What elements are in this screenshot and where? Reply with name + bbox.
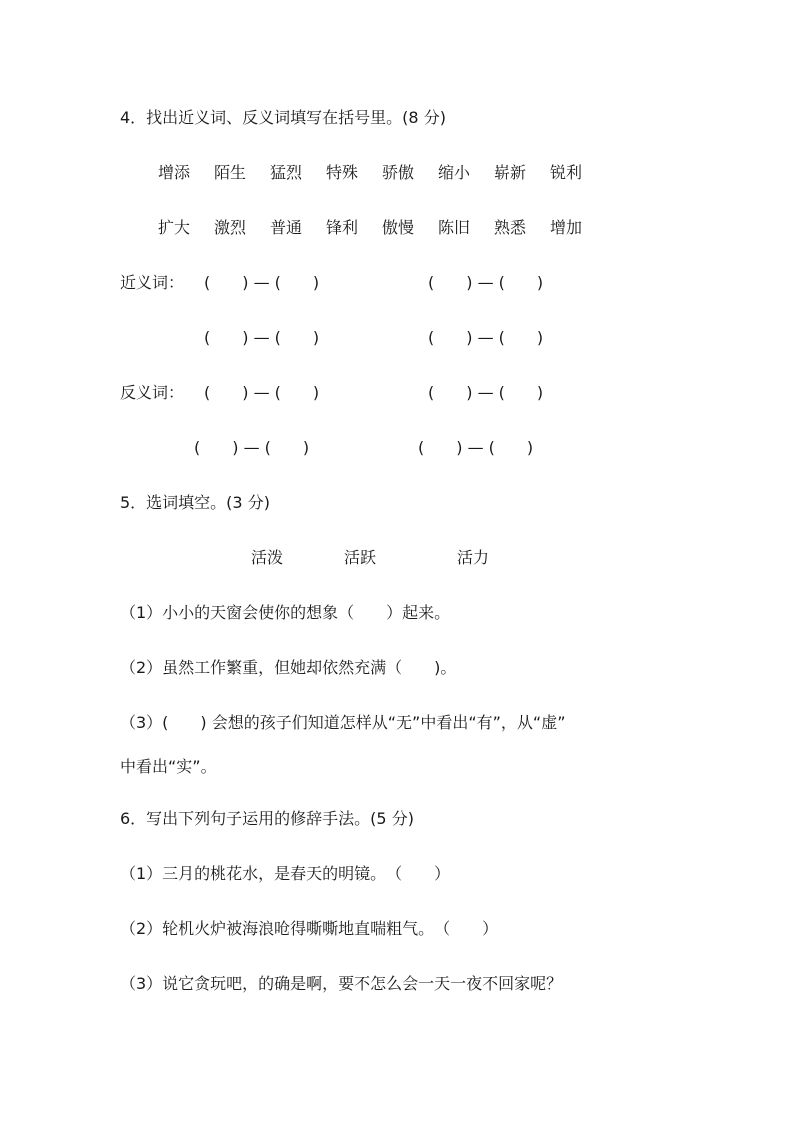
word: 激烈 xyxy=(214,218,247,237)
synonym-label: 近义词： xyxy=(120,273,185,292)
q4-title: 4．找出近义词、反义词填写在括号里。(8 分) xyxy=(120,108,446,127)
word: 陌生 xyxy=(214,163,247,182)
choice-word: 活力 xyxy=(457,548,490,567)
antonym-blank-pair[interactable]: ( ) — ( ) xyxy=(204,383,320,402)
antonym-label: 反义词： xyxy=(120,383,185,402)
word: 扩大 xyxy=(158,218,191,237)
q5-sentence-3: （3）( ) 会想的孩子们知道怎样从“无”中看出“有”，从“虚” xyxy=(120,713,566,732)
word: 缩小 xyxy=(438,163,471,182)
antonym-blank-pair[interactable]: ( ) — ( ) xyxy=(418,438,534,457)
word: 陈旧 xyxy=(438,218,471,237)
q6-sentence-2: （2）轮机火炉被海浪呛得嘶嘶地直喘粗气。 （ ） xyxy=(120,919,499,938)
choice-word: 活泼 xyxy=(251,548,284,567)
word: 猛烈 xyxy=(270,163,303,182)
q5-sentence-1: （1）小小的天窗会使你的想象（ ）起来。 xyxy=(120,603,451,622)
synonym-blank-pair[interactable]: ( ) — ( ) xyxy=(428,328,544,347)
word: 增添 xyxy=(158,163,191,182)
word: 傲慢 xyxy=(382,218,415,237)
q6-sentence-3: （3）说它贪玩吧，的确是啊，要不怎么会一天一夜不回家呢？ xyxy=(120,974,563,993)
synonym-blank-pair[interactable]: ( ) — ( ) xyxy=(204,273,320,292)
word: 崭新 xyxy=(494,163,527,182)
synonym-blank-pair[interactable]: ( ) — ( ) xyxy=(204,328,320,347)
choice-word: 活跃 xyxy=(344,548,377,567)
word: 普通 xyxy=(270,218,303,237)
antonym-blank-pair[interactable]: ( ) — ( ) xyxy=(194,438,310,457)
q5-sentence-3-cont: 中看出“实”。 xyxy=(120,757,217,776)
q6-sentence-1: （1）三月的桃花水，是春天的明镜。 （ ） xyxy=(120,864,451,883)
q5-title: 5．选词填空。(3 分) xyxy=(120,493,270,512)
word: 锋利 xyxy=(326,218,359,237)
q5-sentence-2: （2）虽然工作繁重，但她却依然充满（ )。 xyxy=(120,658,457,677)
word: 熟悉 xyxy=(494,218,527,237)
q6-title: 6．写出下列句子运用的修辞手法。(5 分) xyxy=(120,809,414,828)
word: 增加 xyxy=(550,218,583,237)
word: 锐利 xyxy=(550,163,583,182)
antonym-blank-pair[interactable]: ( ) — ( ) xyxy=(428,383,544,402)
word: 特殊 xyxy=(326,163,359,182)
synonym-blank-pair[interactable]: ( ) — ( ) xyxy=(428,273,544,292)
word: 骄傲 xyxy=(382,163,415,182)
